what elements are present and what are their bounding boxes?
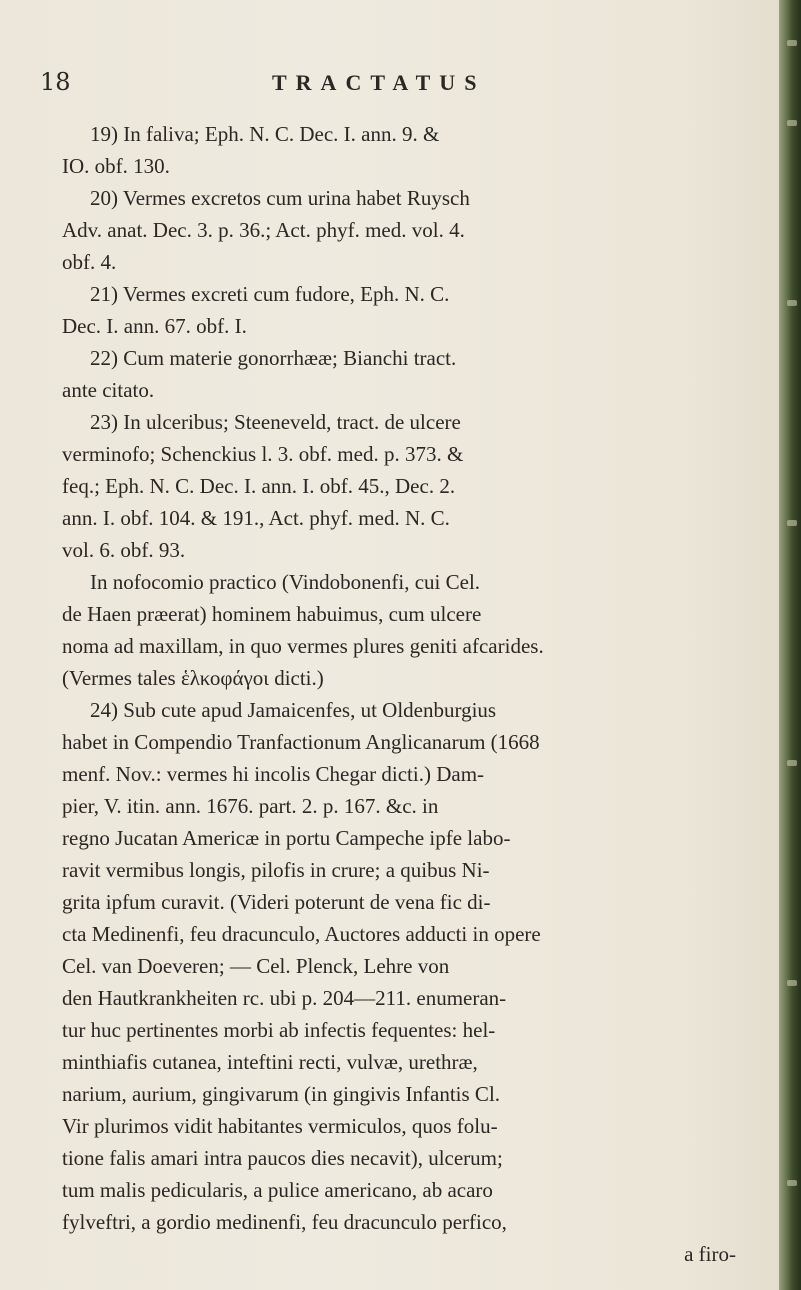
text-line: ravit vermibus longis, pilofis in crure; a quibus Ni- <box>62 858 490 882</box>
text-line: 22) Cum materie gonorrhææ; Bianchi tract. <box>90 346 457 370</box>
text-line: den Hautkrankheiten rc. ubi p. 204—211. enumeran- <box>62 986 507 1010</box>
body-text <box>58 118 744 1270</box>
text-line: ann. I. obf. 104. & 191., Act. phyf. med. N. C. <box>62 506 450 530</box>
edge-speck <box>787 40 797 46</box>
text-line: narium, aurium, gingivarum (in gingivis Infantis Cl. <box>62 1082 501 1106</box>
text-line: noma ad maxillam, in quo vermes plures geniti afcarides. <box>62 634 544 658</box>
page-header <box>40 68 740 108</box>
text-line: ante citato. <box>62 378 155 402</box>
text-line: tum malis pedicularis, a pulice americano, ab acaro <box>62 1178 493 1202</box>
text-line: 19) In faliva; Eph. N. C. Dec. I. ann. 9. & <box>90 122 440 146</box>
text-line: verminofo; Schenckius l. 3. obf. med. p. 373. & <box>62 442 464 466</box>
text-line: grita ipfum curavit. (Videri poterunt de vena fic di- <box>62 890 491 914</box>
text-line: obf. 4. <box>62 250 117 274</box>
text-line: Dec. I. ann. 67. obf. I. <box>62 314 247 338</box>
text-line: tione falis amari intra paucos dies necavit), ulcerum; <box>62 1146 503 1170</box>
text-line-catchword: a firo- <box>684 1242 736 1266</box>
text-line: 23) In ulceribus; Steeneveld, tract. de ulcere <box>90 410 461 434</box>
text-line: feq.; Eph. N. C. Dec. I. ann. I. obf. 45., Dec. 2. <box>62 474 456 498</box>
edge-speck <box>787 300 797 306</box>
text-line: Cel. van Doeveren; — Cel. Plenck, Lehre von <box>62 954 450 978</box>
text-line: In nofocomio practico (Vindobonenfi, cui Cel. <box>90 570 481 594</box>
edge-speck <box>787 520 797 526</box>
edge-speck <box>787 120 797 126</box>
text-line: vol. 6. obf. 93. <box>62 538 186 562</box>
book-binding-edge <box>779 0 801 1290</box>
text-line: 24) Sub cute apud Jamaicenfes, ut Oldenburgius <box>90 698 497 722</box>
edge-speck <box>787 980 797 986</box>
text-line: Adv. anat. Dec. 3. p. 36.; Act. phyf. med. vol. 4. <box>62 218 465 242</box>
text-line: regno Jucatan Americæ in portu Campeche ipfe labo- <box>62 826 511 850</box>
edge-speck <box>787 760 797 766</box>
running-title: TRACTATUS <box>272 70 486 95</box>
text-line: 20) Vermes excretos cum urina habet Ruysch <box>90 186 470 210</box>
text-line: Vir plurimos vidit habitantes vermiculos, quos folu- <box>62 1114 498 1138</box>
text-line: cta Medinenfi, feu dracunculo, Auctores adducti in opere <box>62 922 541 946</box>
edge-speck <box>787 1180 797 1186</box>
text-line: menf. Nov.: vermes hi incolis Chegar dicti.) Dam- <box>62 762 485 786</box>
text-line: pier, V. itin. ann. 1676. part. 2. p. 167. &c. in <box>62 794 439 818</box>
text-line: de Haen præerat) hominem habuimus, cum ulcere <box>62 602 482 626</box>
text-line: fylveftri, a gordio medinenfi, feu dracunculo perfico, <box>62 1210 507 1234</box>
text-line: habet in Compendio Tranfactionum Anglicanarum (1668 <box>62 730 540 754</box>
text-line: tur huc pertinentes morbi ab infectis fequentes: hel- <box>62 1018 496 1042</box>
text-line: IO. obf. 130. <box>62 154 170 178</box>
page-number: 18 <box>40 68 71 96</box>
text-line: (Vermes tales ἑλκοφάγοι dicti.) <box>62 666 324 690</box>
text-line: 21) Vermes excreti cum fudore, Eph. N. C. <box>90 282 450 306</box>
text-line: minthiafis cutanea, inteftini recti, vulvæ, urethræ, <box>62 1050 478 1074</box>
